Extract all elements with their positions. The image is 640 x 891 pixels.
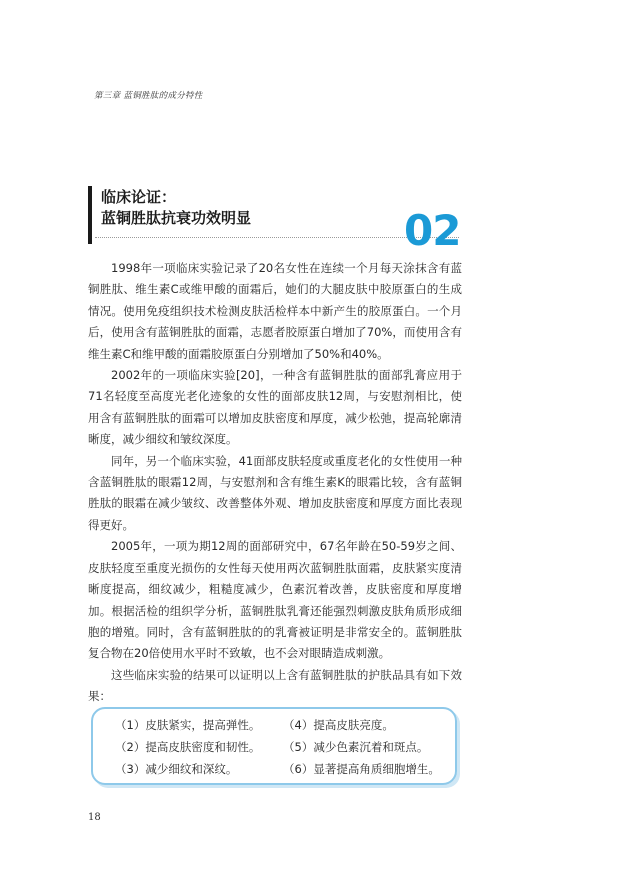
effects-box xyxy=(91,707,457,785)
effect-item-2: （2）提高皮肤密度和韧性。 xyxy=(115,740,261,754)
paragraph-1: 1998年一项临床实验记录了20名女性在连续一个月每天涂抹含有蓝铜胜肽、维生素C或维甲酸的面霜后，她们的大腿皮肤中胶原蛋白的生成情况。使用免疫组织技术检测皮肤活检样本中新产生的胶原蛋白。一个月后，使用含有蓝铜胜肽的面霜，志愿者胶原蛋白增加了70%，而使用含有维生素C和维甲酸的面霜胶原蛋白分别增加了50%和40%。 xyxy=(88,261,462,361)
effect-item-1: （1）皮肤紧实，提高弹性。 xyxy=(115,718,261,732)
paragraph-2: 2002年的一项临床实验[20]，一种含有蓝铜胜肽的面部乳膏应用于71名轻度至高度光老化迹象的女性的面部皮肤12周，与安慰剂相比，使用含有蓝铜胜肽的面霜可以增加皮肤密度和厚度，减少松弛，提高轮廓清晰度，减少细纹和皱纹深度。 xyxy=(88,368,462,447)
effect-item-5: （5）减少色素沉着和斑点。 xyxy=(283,740,429,754)
section-title-line1: 临床论证： xyxy=(101,188,177,206)
body-text xyxy=(88,258,462,708)
paragraph-4: 2005年，一项为期12周的面部研究中，67名年龄在50-59岁之间、皮肤轻度至重度光损伤的女性每天使用两次蓝铜胜肽面霜，皮肤紧实度清晰度提高，细纹减少，粗糙度减少，色素沉着改善，皮肤密度和厚度增加。根据活检的组织学分析，蓝铜胜肽乳膏还能强烈刺激皮肤角质形成细胞的增殖。同时，含有蓝铜胜肽的的乳膏被证明是非常安全的。蓝铜胜肽复合物在20倍使用水平时不致敏，也不会对眼睛造成刺激。 xyxy=(88,539,462,661)
section-number: 02 xyxy=(404,206,461,255)
effect-item-4: （4）提高皮肤亮度。 xyxy=(283,718,394,732)
section-title xyxy=(101,187,251,229)
running-header: 第三章 蓝铜胜肽的成分特性 xyxy=(94,91,203,101)
page-number: 18 xyxy=(88,812,101,823)
section-title-line2: 蓝铜胜肽抗衰功效明显 xyxy=(101,209,252,227)
effect-item-6: （6）显著提高角质细胞增生。 xyxy=(283,762,440,776)
paragraph-5: 这些临床实验的结果可以证明以上含有蓝铜胜肽的护肤品具有如下效果： xyxy=(88,667,462,704)
paragraph-3: 同年，另一个临床实验，41面部皮肤轻度或重度老化的女性使用一种含蓝铜胜肽的眼霜12周，与安慰剂和含有维生素K的眼霜比较，含有蓝铜胜肽的眼霜在减少皱纹、改善整体外观、增加皮肤密度和厚度方面比表现得更好。 xyxy=(88,453,462,532)
section-title-bar xyxy=(88,186,92,244)
effect-item-3: （3）减少细纹和深纹。 xyxy=(115,762,238,776)
